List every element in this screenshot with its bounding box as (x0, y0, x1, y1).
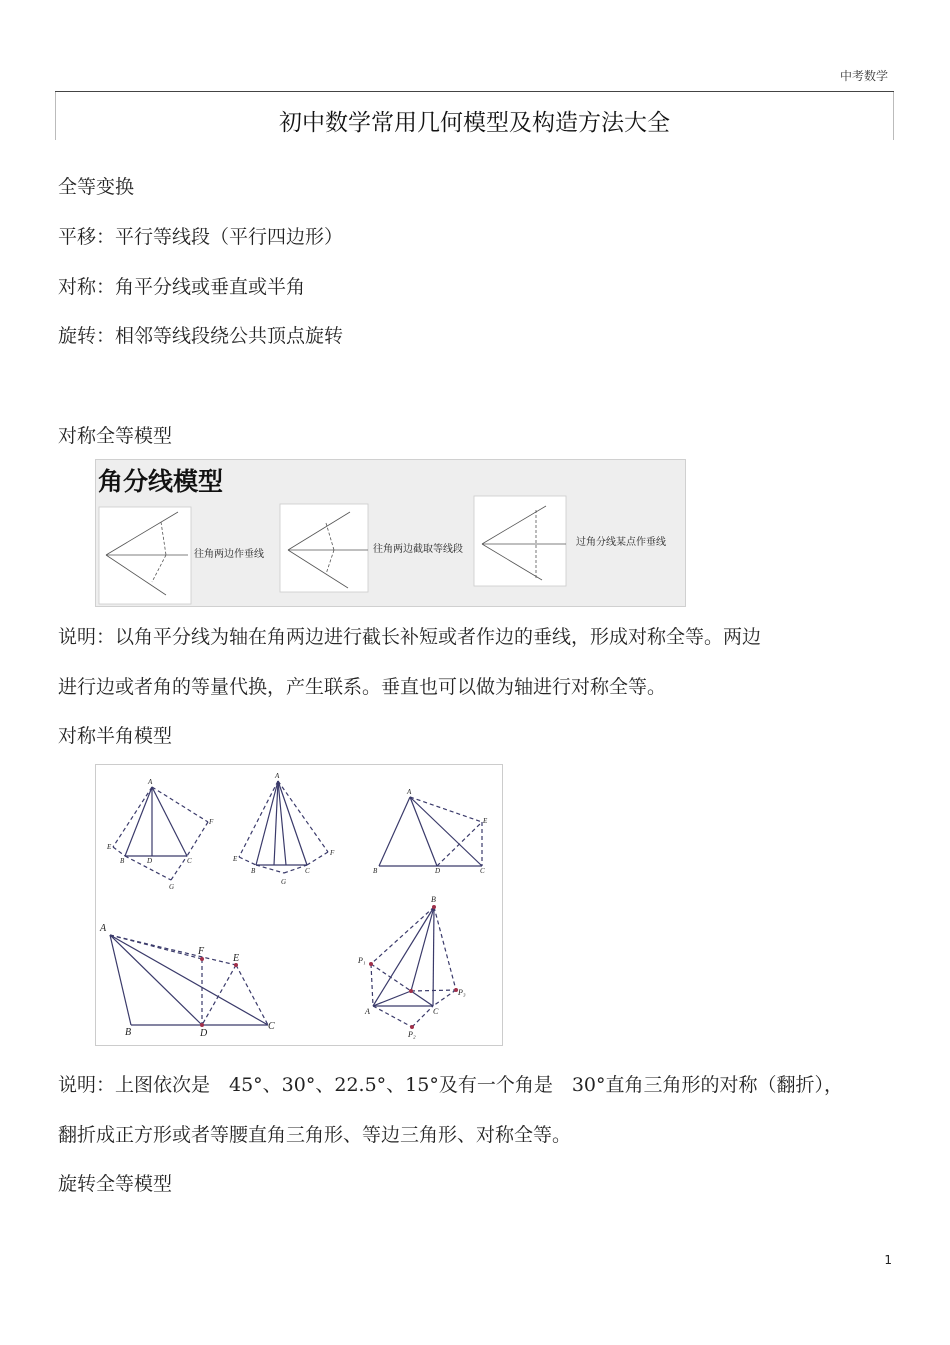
paragraph-11: 旋转全等模型 (58, 1173, 173, 1195)
paragraph-9: 说明：上图依次是 45°、30°、22.5°、15°及有一个角是 30°直角三角形的对称（翻折）， (58, 1074, 844, 1096)
fig2-label-a1: A (148, 778, 153, 786)
fig2-label-a3: A (407, 788, 412, 796)
fig2-label-g2: G (281, 878, 287, 886)
fig2-label-p3: P₃ (458, 988, 466, 997)
fig2-label-a2: A (275, 772, 280, 780)
fig2-label-p2: P₂ (408, 1030, 416, 1039)
document-title: 初中数学常用几何模型及构造方法大全 (279, 110, 670, 136)
fig2-label-c2: C (305, 867, 310, 875)
fig2-label-e2: E (233, 855, 238, 863)
paragraph-6: 说明：以角平分线为轴在角两边进行截长补短或者作边的垂线，形成对称全等。两边 (58, 626, 762, 648)
title-box (55, 92, 894, 140)
paragraph-1: 全等变换 (58, 176, 135, 198)
angle-bisector-figure (95, 459, 686, 607)
fig2-label-c5: C (433, 1007, 439, 1016)
fig2-label-e4: E (233, 953, 240, 964)
fig2-label-c4: C (268, 1021, 275, 1032)
fig2-label-f2: F (330, 849, 335, 857)
figure1-caption-1: 往角两边作垂线 (194, 549, 264, 560)
fig2-label-g1: G (169, 883, 175, 891)
paragraph-5: 对称全等模型 (58, 425, 173, 447)
fig2-label-a4: A (100, 923, 107, 934)
header-label: 中考数学 (839, 69, 888, 83)
figure1-heading: 角分线模型 (98, 467, 224, 496)
fig2-label-p1: P₁ (358, 956, 366, 965)
paragraph-2: 平移：平行等线段（平行四边形） (58, 226, 344, 248)
paragraph-4: 旋转：相邻等线段绕公共顶点旋转 (58, 325, 344, 347)
paragraph-3: 对称：角平分线或垂直或半角 (58, 276, 306, 298)
paragraph-8: 对称半角模型 (58, 725, 173, 747)
fig2-label-e3: E (483, 817, 488, 825)
fig2-label-b2: B (251, 867, 256, 875)
fig2-label-c1: C (187, 857, 192, 865)
fig2-label-e1: E (107, 843, 112, 851)
fig2-label-b5: B (431, 895, 436, 904)
fig2-label-b3: B (373, 867, 378, 875)
page-number: 1 (884, 1253, 892, 1267)
figure1-caption-2: 往角两边截取等线段 (373, 544, 463, 555)
fig2-label-d4: D (200, 1028, 208, 1039)
fig2-label-d1: D (147, 857, 153, 865)
fig2-label-a5: A (365, 1007, 370, 1016)
paragraph-10: 翻折成正方形或者等腰直角三角形、等边三角形、对称全等。 (58, 1124, 572, 1146)
fig2-label-f4: F (198, 946, 205, 957)
fig2-label-c3: C (480, 867, 485, 875)
figure2-diagrams (96, 765, 502, 1045)
fig2-label-f1: F (209, 818, 214, 826)
half-angle-figure (95, 764, 503, 1046)
fig2-label-b1: B (120, 857, 125, 865)
fig2-label-b4: B (125, 1027, 132, 1038)
fig2-label-d3: D (435, 867, 441, 875)
figure1-caption-3: 过角分线某点作垂线 (576, 537, 666, 548)
paragraph-7: 进行边或者角的等量代换，产生联系。垂直也可以做为轴进行对称全等。 (58, 676, 667, 698)
